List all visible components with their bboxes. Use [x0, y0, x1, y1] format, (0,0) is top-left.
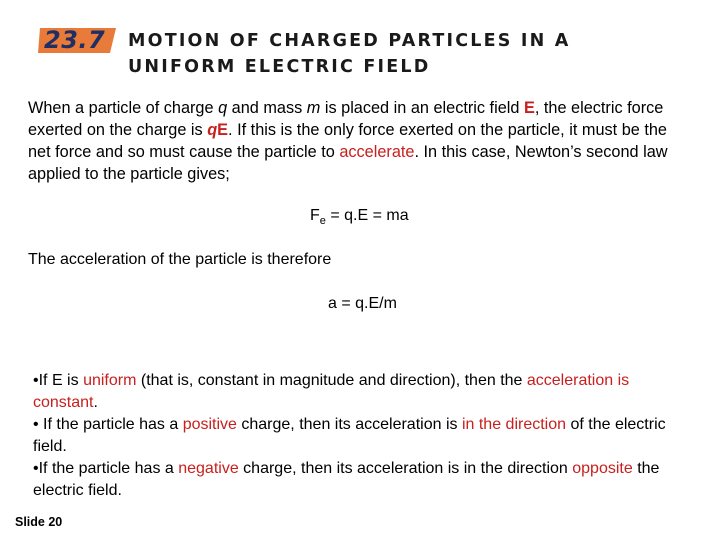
- field-symbol: E: [523, 99, 535, 117]
- intro-text: When a particle of charge: [28, 99, 219, 117]
- bullet-positive: [33, 414, 698, 458]
- section-number: 23.7: [44, 26, 106, 54]
- bullet-text: the electric field.: [33, 460, 660, 499]
- positive-highlight: positive: [182, 416, 237, 433]
- intro-text: . In this case, Newton’s second law applied to the particle gives;: [28, 143, 668, 183]
- bullet-text: •If E is: [33, 372, 84, 389]
- accelerate-highlight: accelerate: [339, 143, 415, 161]
- slide-number: Slide 20: [15, 515, 63, 529]
- uniform-highlight: uniform: [83, 372, 137, 389]
- eq-rest: = q.E = ma: [325, 207, 409, 224]
- intro-text: is placed in an electric field: [320, 99, 524, 117]
- intro-paragraph: [28, 97, 693, 185]
- mass-symbol: m: [306, 99, 321, 117]
- bullet-text: .: [93, 394, 98, 411]
- bullet-text: •If the particle has a: [33, 460, 179, 477]
- eq-F: F: [310, 207, 320, 224]
- bullet-text: of the electric field.: [33, 416, 666, 455]
- force-q: q: [207, 121, 218, 139]
- intro-text: . If this is the only force exerted on the particle, it must be the net force and so must cause the particle to: [28, 121, 667, 161]
- negative-highlight: negative: [178, 460, 239, 477]
- intro-text: and mass: [227, 99, 307, 117]
- title-line-2: UNIFORM ELECTRIC FIELD: [128, 57, 431, 77]
- section-title: [128, 28, 570, 80]
- title-line-1: MOTION OF CHARGED PARTICLES IN A: [128, 31, 571, 51]
- bullet-text: charge, then its acceleration is in the direction: [238, 460, 573, 477]
- constant-accel-highlight: acceleration is constant: [33, 372, 630, 411]
- bullet-uniform: [33, 370, 698, 414]
- eq-subscript: e: [319, 215, 326, 227]
- equation-acceleration: a = q.E/m: [328, 295, 397, 312]
- bullet-text: • If the particle has a: [33, 416, 183, 433]
- bullet-list: [33, 370, 698, 502]
- bullet-text: charge, then its acceleration is: [236, 416, 462, 433]
- charge-symbol: q: [218, 99, 228, 117]
- force-E: E: [217, 121, 229, 139]
- bullet-negative: [33, 458, 698, 502]
- force-expression: [207, 121, 228, 139]
- equation-force: [310, 207, 409, 225]
- therefore-text: The acceleration of the particle is therefore: [28, 251, 332, 268]
- intro-text: , the electric force exerted on the charge is: [28, 99, 664, 139]
- bullet-text: (that is, constant in magnitude and direction), then the: [136, 372, 527, 389]
- opposite-highlight: opposite: [572, 460, 633, 477]
- direction-highlight: in the direction: [461, 416, 567, 433]
